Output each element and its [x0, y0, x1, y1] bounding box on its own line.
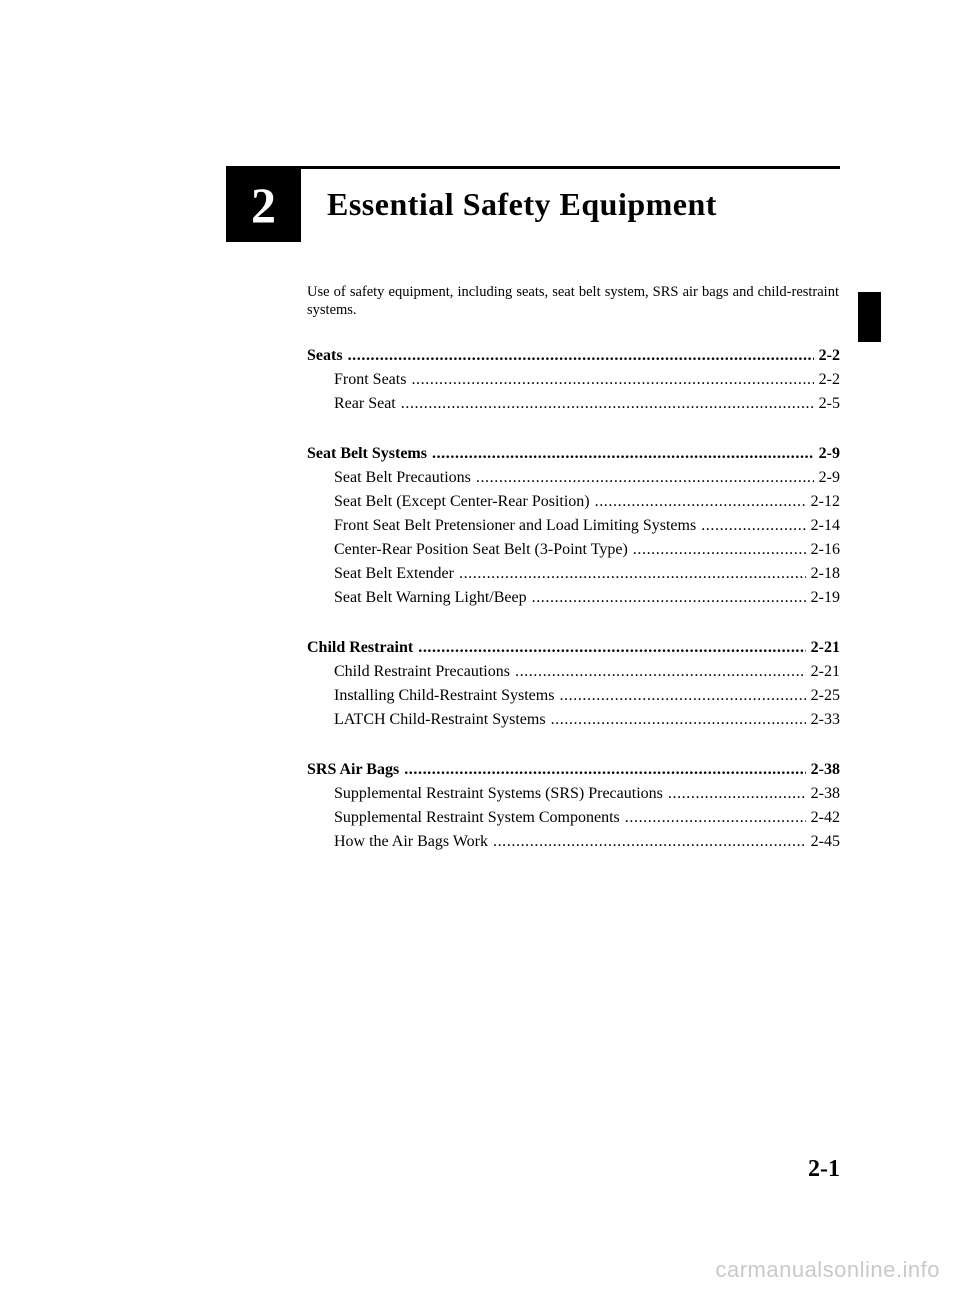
toc-entry-title: Seat Belt Extender: [334, 565, 454, 582]
toc-entry-title: SRS Air Bags: [307, 761, 400, 778]
toc-entry-page: 2-33: [810, 711, 840, 728]
chapter-intro: Use of safety equipment, including seats, seat belt system, SRS air bags and child-restraint systems.: [307, 284, 839, 318]
toc-entry-page: 2-12: [810, 493, 840, 510]
toc-leader-dots: [559, 684, 805, 708]
toc-entry-title: Center-Rear Position Seat Belt (3-Point Type): [334, 541, 628, 558]
toc-leader-dots: [493, 830, 806, 854]
toc-entry[interactable]: [307, 514, 840, 538]
toc-entry-page: 2-25: [810, 687, 840, 704]
toc-entry-title: Seats: [307, 347, 343, 364]
toc-entry-page: 2-45: [810, 833, 840, 850]
toc-entry-page: 2-9: [818, 469, 840, 486]
toc-entry[interactable]: [307, 708, 840, 732]
toc-entry[interactable]: [307, 660, 840, 684]
table-of-contents: [307, 344, 840, 880]
chapter-number-box: [226, 169, 301, 242]
toc-entry[interactable]: [307, 782, 840, 806]
toc-leader-dots: [668, 782, 806, 806]
toc-entry-page: 2-38: [810, 785, 840, 802]
toc-entry-page: 2-21: [810, 663, 840, 680]
toc-leader-dots: [701, 514, 805, 538]
toc-section: [307, 758, 840, 854]
toc-entry-page: 2-5: [818, 395, 840, 412]
toc-leader-dots: [595, 490, 806, 514]
toc-entry-title: Child Restraint: [307, 639, 414, 656]
toc-entry[interactable]: [307, 830, 840, 854]
toc-entry-page: 2-19: [810, 589, 840, 606]
toc-entry-page: 2-18: [810, 565, 840, 582]
toc-entry-page: 2-21: [810, 639, 840, 656]
chapter-tab-marker: [858, 292, 881, 342]
toc-section: [307, 442, 840, 610]
toc-entry-page: 2-9: [818, 445, 840, 462]
toc-entry-title: Rear Seat: [334, 395, 396, 412]
toc-leader-dots: [404, 758, 805, 782]
toc-entry-title: Front Seats: [334, 371, 407, 388]
toc-leader-dots: [625, 806, 806, 830]
toc-entry-page: 2-38: [810, 761, 840, 778]
toc-leader-dots: [432, 442, 814, 466]
toc-entry-title: Front Seat Belt Pretensioner and Load Limiting Systems: [334, 517, 697, 534]
toc-leader-dots: [411, 368, 813, 392]
toc-entry[interactable]: [307, 538, 840, 562]
toc-leader-dots: [633, 538, 806, 562]
toc-section: [307, 344, 840, 416]
watermark: carmanualsonline.info: [715, 1257, 940, 1282]
toc-leader-dots: [418, 636, 805, 660]
toc-leader-dots: [459, 562, 806, 586]
toc-leader-dots: [515, 660, 806, 684]
toc-entry-title: How the Air Bags Work: [334, 833, 488, 850]
toc-entry-page: 2-2: [818, 371, 840, 388]
toc-entry-title: Supplemental Restraint Systems (SRS) Precautions: [334, 785, 663, 802]
toc-entry[interactable]: [307, 586, 840, 610]
toc-entry-page: 2-14: [810, 517, 840, 534]
toc-entry[interactable]: [307, 562, 840, 586]
toc-entry-title: Seat Belt Precautions: [334, 469, 471, 486]
toc-entry[interactable]: [307, 806, 840, 830]
toc-entry-page: 2-2: [818, 347, 840, 364]
toc-entry-title: Seat Belt (Except Center-Rear Position): [334, 493, 590, 510]
toc-entry-title: Child Restraint Precautions: [334, 663, 510, 680]
toc-leader-dots: [551, 708, 806, 732]
toc-entry-title: LATCH Child-Restraint Systems: [334, 711, 546, 728]
page-number: 2-1: [808, 1156, 840, 1182]
toc-leader-dots: [532, 586, 806, 610]
toc-entry-title: Installing Child-Restraint Systems: [334, 687, 555, 704]
toc-entry-page: 2-42: [810, 809, 840, 826]
toc-leader-dots: [348, 344, 814, 368]
toc-entry[interactable]: [307, 368, 840, 392]
toc-entry[interactable]: [307, 466, 840, 490]
toc-section: [307, 636, 840, 732]
toc-entry[interactable]: [307, 490, 840, 514]
toc-entry-title: Supplemental Restraint System Components: [334, 809, 620, 826]
chapter-number: 2: [251, 177, 276, 233]
header-rule: [226, 166, 840, 169]
toc-leader-dots: [401, 392, 814, 416]
toc-entry[interactable]: [307, 684, 840, 708]
chapter-title: Essential Safety Equipment: [327, 186, 717, 222]
toc-section-entry[interactable]: [307, 758, 840, 782]
toc-section-entry[interactable]: [307, 442, 840, 466]
toc-entry-title: Seat Belt Warning Light/Beep: [334, 589, 527, 606]
toc-leader-dots: [476, 466, 814, 490]
toc-section-entry[interactable]: [307, 344, 840, 368]
toc-entry-page: 2-16: [810, 541, 840, 558]
toc-entry-title: Seat Belt Systems: [307, 445, 427, 462]
toc-section-entry[interactable]: [307, 636, 840, 660]
toc-entry[interactable]: [307, 392, 840, 416]
